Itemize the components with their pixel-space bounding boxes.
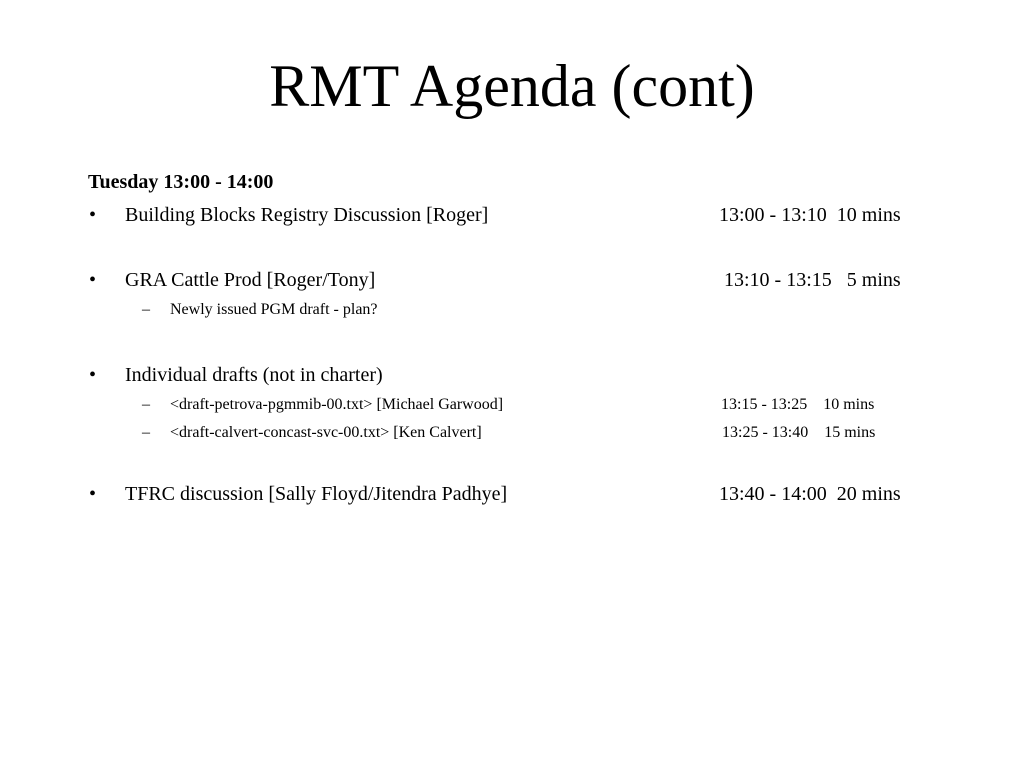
agenda-item-text: GRA Cattle Prod [Roger/Tony] [125, 269, 376, 291]
dash-icon: – [142, 301, 150, 318]
bullet-icon: • [89, 269, 97, 291]
agenda-sub-item-text: Newly issued PGM draft - plan? [170, 301, 378, 318]
agenda-sub-item [142, 395, 504, 415]
agenda-item-text: Individual drafts (not in charter) [125, 364, 383, 386]
agenda-item-text: Building Blocks Registry Discussion [Roger] [125, 204, 489, 226]
dash-icon: – [142, 396, 150, 413]
agenda-item-time: 13:40 - 14:00 20 mins [719, 483, 901, 505]
section-heading: Tuesday 13:00 - 14:00 [88, 171, 274, 193]
agenda-item [89, 482, 508, 506]
bullet-icon: • [89, 364, 97, 386]
bullet-icon: • [89, 204, 97, 226]
agenda-sub-item-text: <draft-calvert-concast-svc-00.txt> [Ken Calvert] [170, 424, 482, 441]
bullet-icon: • [89, 483, 97, 505]
agenda-item-text: TFRC discussion [Sally Floyd/Jitendra Padhye] [125, 483, 508, 505]
agenda-sub-item-time: 13:25 - 13:40 15 mins [722, 424, 876, 441]
agenda-item-time: 13:00 - 13:10 10 mins [719, 204, 901, 226]
agenda-sub-item [142, 423, 482, 443]
agenda-item [89, 203, 489, 227]
agenda-sub-item [142, 300, 378, 320]
agenda-sub-item-time: 13:15 - 13:25 10 mins [721, 396, 875, 413]
dash-icon: – [142, 424, 150, 441]
agenda-item [89, 268, 376, 292]
slide-title: RMT Agenda (cont) [269, 53, 755, 119]
agenda-item-time: 13:10 - 13:15 5 mins [724, 269, 901, 291]
agenda-item [89, 363, 383, 387]
agenda-sub-item-text: <draft-petrova-pgmmib-00.txt> [Michael Garwood] [170, 396, 504, 413]
